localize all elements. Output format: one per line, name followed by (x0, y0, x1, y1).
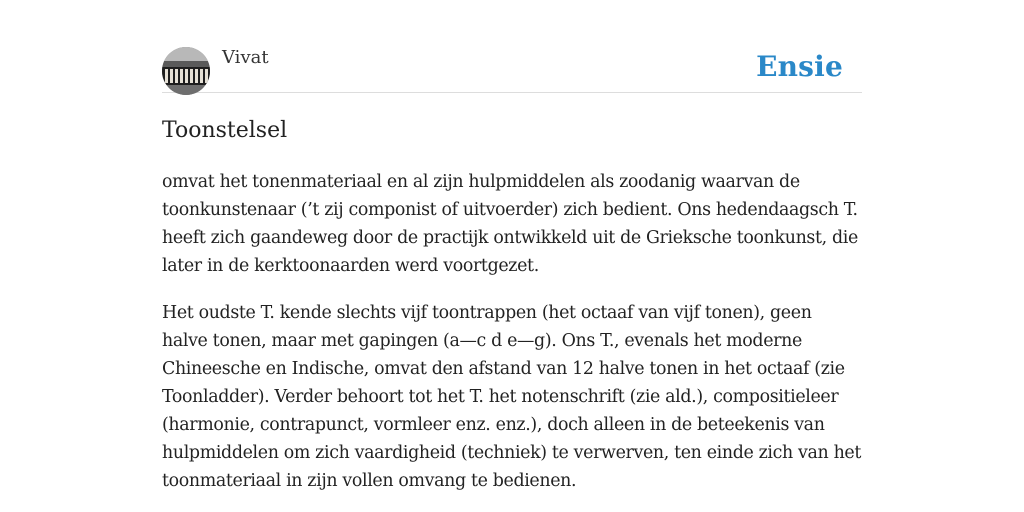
article-body (162, 168, 862, 512)
article-title: Toonstelsel (162, 118, 288, 143)
author-name[interactable]: Vivat (222, 47, 269, 68)
avatar[interactable] (162, 47, 210, 95)
typewriter-icon (162, 47, 210, 95)
brand-logo[interactable]: Ensie (756, 50, 843, 83)
article-paragraph: Het oudste T. kende slechts vijf toontrappen (het octaaf van vijf tonen), geen halve tonen, maar met gapingen (a—c d e—g). Ons T., evenals het moderne Chineesche en Indische, omvat den afstand van 12 halve tonen in het octaaf (zie Toonladder). Verder behoort tot het T. het notenschrift (zie ald.), compositieleer (harmonie, contrapunct, vormleer enz. enz.), doch alleen in de beteekenis van hulpmiddelen om zich vaardigheid (techniek) te verwerven, ten einde zich van het toonmateriaal in zijn vollen omvang te bedienen. (162, 303, 862, 491)
article-page (162, 0, 862, 512)
article-header (162, 46, 862, 93)
article-paragraph: omvat het tonenmateriaal en al zijn hulpmiddelen als zoodanig waarvan de toonkunstenaar (’t zij componist of uitvoerder) zich bedient. Ons hedendaagsch T. heeft zich gaandeweg door de practijk ontwikkeld uit de Grieksche toonkunst, die later in de kerktoonaarden werd voortgezet. (162, 172, 858, 276)
